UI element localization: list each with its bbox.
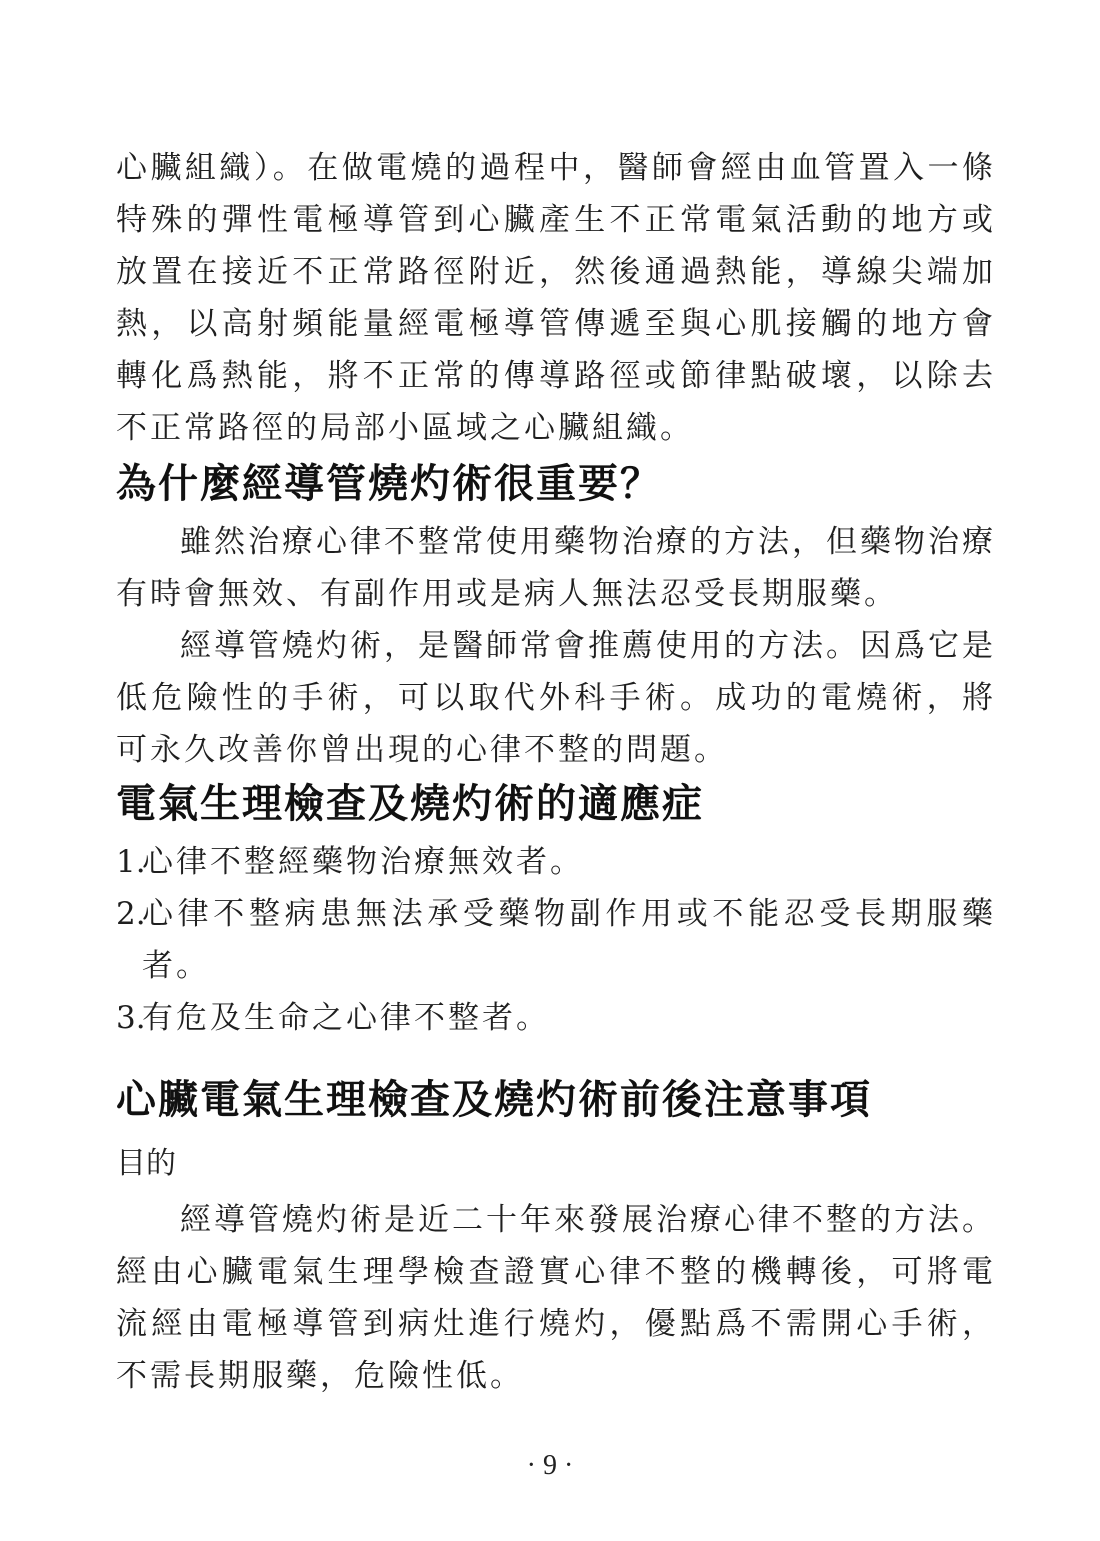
list-item-number: 1. [116, 844, 146, 880]
list-item-text: 心律不整病患無法承受藥物副作用或不能忍受長期服藥者。 [142, 896, 996, 984]
importance-section [116, 456, 996, 776]
intro-paragraph: 心臟組織）。在做電燒的過程中，醫師會經由血管置入一條特殊的彈性電極導管到心臟產生不正常電氣活動的地方或放置在接近不正常路徑附近，然後通過熱能，導線尖端加熱，以高射頻能量經電極導管傳遞至與心肌接觸的地方會轉化爲熱能，將不正常的傳導路徑或節律點破壞，以除去不正常路徑的局部小區域之心臟組織。 [116, 150, 996, 446]
purpose-paragraph: 經導管燒灼術是近二十年來發展治療心律不整的方法。經由心臟電氣生理學檢查證實心律不整的機轉後，可將電流經由電極導管到病灶進行燒灼，優點爲不需開心手術，不需長期服藥，危險性低。 [116, 1202, 996, 1394]
page-number: · 9 · [526, 1450, 574, 1481]
importance-paragraph-1: 雖然治療心律不整常使用藥物治療的方法，但藥物治療有時會無效、有副作用或是病人無法忍受長期服藥。 [116, 524, 996, 612]
precautions-section [116, 1072, 996, 1402]
list-item-text: 心律不整經藥物治療無效者。 [142, 844, 584, 880]
intro-section [116, 142, 996, 454]
list-item-number: 3. [116, 1000, 146, 1036]
list-item [116, 836, 996, 888]
indications-list [116, 836, 996, 1044]
list-item-text: 有危及生命之心律不整者。 [142, 1000, 550, 1036]
list-item [116, 992, 996, 1044]
importance-heading: 為什麼經導管燒灼術很重要？ [116, 460, 662, 507]
indications-section [116, 776, 996, 1044]
list-item [116, 888, 996, 992]
precautions-heading: 心臟電氣生理檢查及燒灼術前後注意事項 [116, 1076, 872, 1123]
indications-heading: 電氣生理檢查及燒灼術的適應症 [116, 780, 704, 827]
purpose-subheading: 目的 [116, 1146, 176, 1181]
importance-paragraph-2: 經導管燒灼術，是醫師常會推薦使用的方法。因爲它是低危險性的手術，可以取代外科手術。成功的電燒術，將可永久改善你曾出現的心律不整的問題。 [116, 628, 996, 768]
list-item-number: 2. [116, 896, 146, 932]
